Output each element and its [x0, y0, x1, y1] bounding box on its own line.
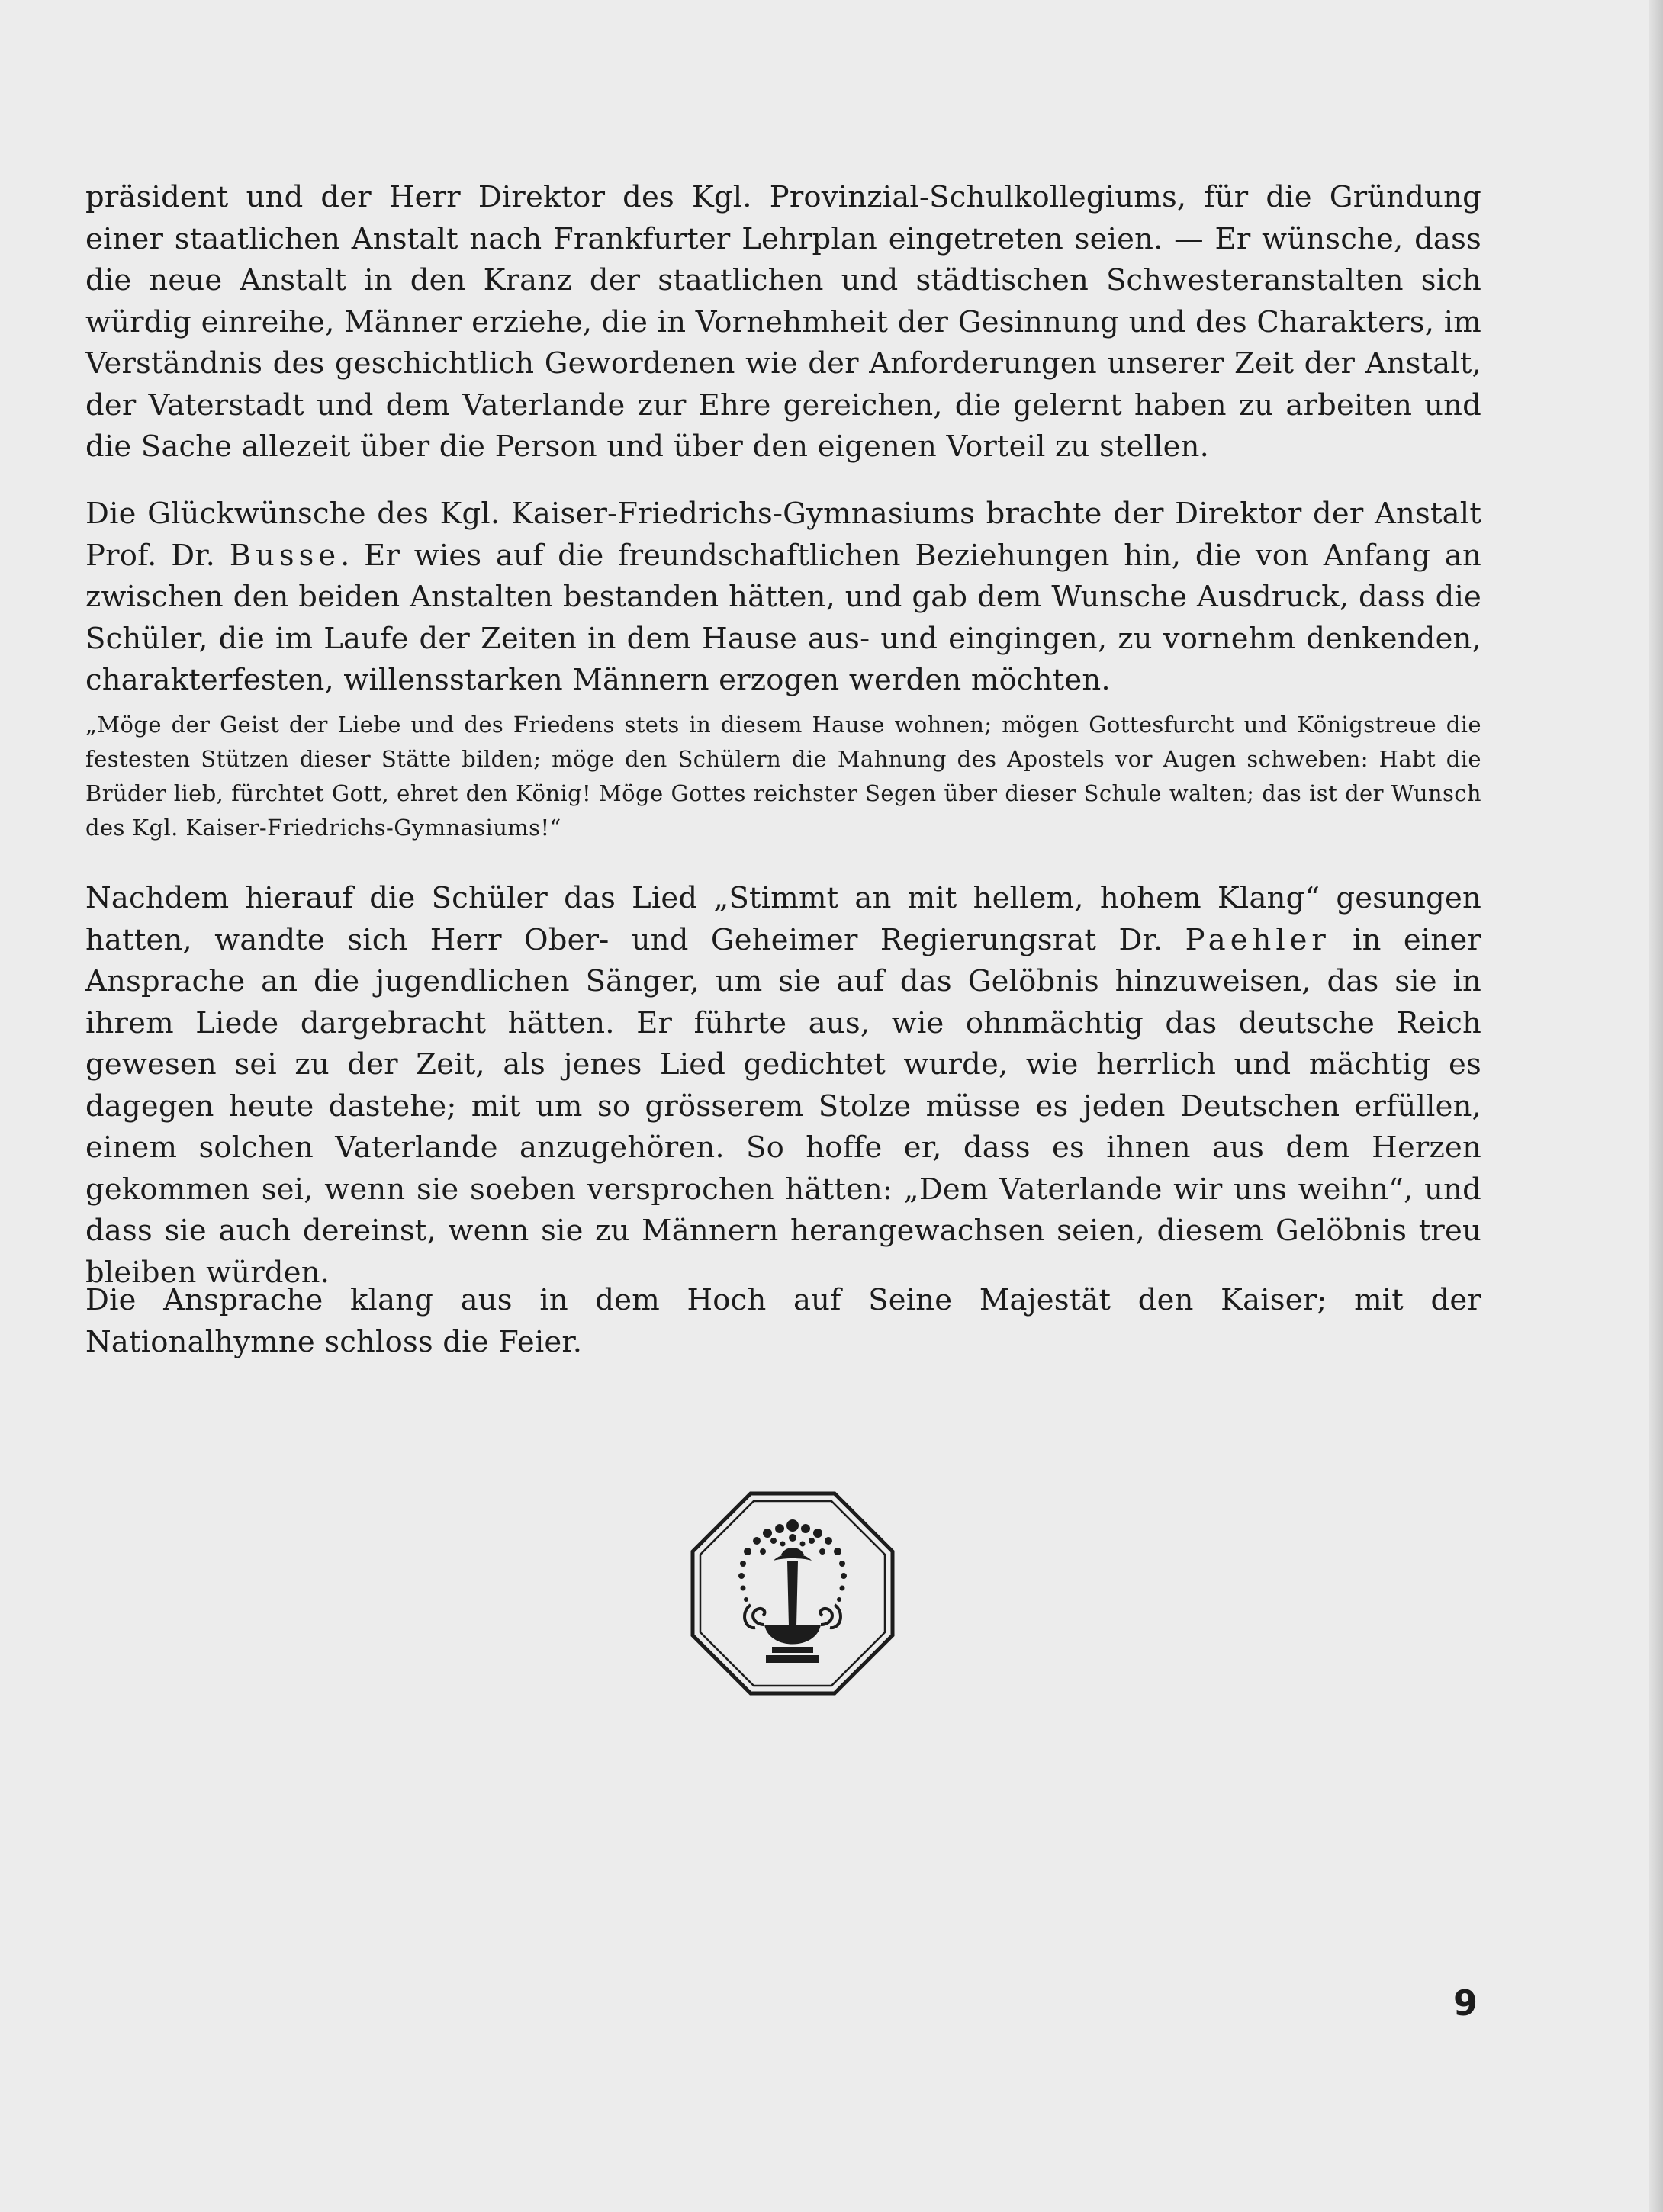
paragraph-2: [85, 494, 1481, 702]
paragraph-4: Die Ansprache klang aus in dem Hoch auf Seine Majestät den Kaiser; mit der Nationalhymne schloss die Feier.: [85, 1283, 1481, 1359]
quote-block: „Möge der Geist der Liebe und des Friedens stets in diesem Hause wohnen; mögen Gottesfurcht und Königstreue die festesten Stützen dieser Stätte bilden; möge den Schülern die Mahnung des Apostels vor Augen schweben: Habt die Brüder lieb, fürchtet Gott, ehret den König! Möge Gottes reichster Segen über dieser Schule walten; das ist der Wunsch des Kgl. Kaiser-Friedrichs-Gymnasiums!“: [85, 712, 1481, 841]
paragraph-2-start: Die Glückwünsche des Kgl. Kaiser-Friedrichs-Gymnasiums brachte der Direktor der Anstalt Prof. Dr.: [85, 497, 1481, 573]
tree-in-vase-octagon-icon: [690, 1490, 896, 1696]
page-number: 9: [1453, 1982, 1478, 2024]
page-edge-shadow: [1649, 0, 1663, 2212]
paragraph-3: [85, 878, 1481, 1294]
name-busse: Busse: [229, 538, 341, 573]
paragraph-3-end: in einer Ansprache an die jugendlichen Sänger, um sie auf das Gelöbnis hinzuweisen, das sie in ihrem Liede dargebracht hätten. Er führte aus, wie ohnmächtig das deutsche Reich gewesen sei zu der Zeit, als jenes Lied gedichtet wurde, wie herrlich und mächtig es dagegen heute dastehe; mit um so grösserem Stolze müsse es jeden Deutschen erfüllen, einem solchen Vaterlande anzugehören. So hoffe er, dass es ihnen aus dem Herzen gekommen sei, wenn sie soeben versprochen hätten: „Dem Vaterlande wir uns weihn“, und dass sie auch dereinst, wenn sie zu Männern herangewachsen seien, diesem Gelöbnis treu bleiben würden.: [85, 922, 1481, 1290]
paragraph-1: präsident und der Herr Direktor des Kgl. Provinzial-Schulkollegiums, für die Gründung einer staatlichen Anstalt nach Frankfurter Lehrplan eingetreten seien. — Er wünsche, dass die neue Anstalt in den Kranz der staatlichen und städtischen Schwesteranstalten sich würdig einreihe, Männer erziehe, die in Vornehmheit der Gesinnung und des Charakters, im Verständnis des geschichtlich Gewordenen wie der Anforderungen unserer Zeit der Anstalt, der Vaterstadt und dem Vaterlande zur Ehre gereichen, die gelernt haben zu arbeiten und die Sache allezeit über die Person und über den eigenen Vorteil zu stellen.: [85, 180, 1481, 464]
paragraph-2-end: . Er wies auf die freundschaftlichen Beziehungen hin, die von Anfang an zwischen den beiden Anstalten bestanden hätten, und gab dem Wunsche Ausdruck, dass die Schüler, die im Laufe der Zeiten in dem Hause aus- und eingingen, zu vornehm denkenden, charakterfesten, willensstarken Männern erzogen werden möchten.: [85, 538, 1481, 697]
name-paehler: Paehler: [1185, 922, 1330, 957]
paragraph-3-start: Nachdem hierauf die Schüler das Lied „Stimmt an mit hellem, hohem Klang“ gesungen hatten, wandte sich Herr Ober- und Geheimer Regierungsrat Dr.: [85, 881, 1481, 957]
